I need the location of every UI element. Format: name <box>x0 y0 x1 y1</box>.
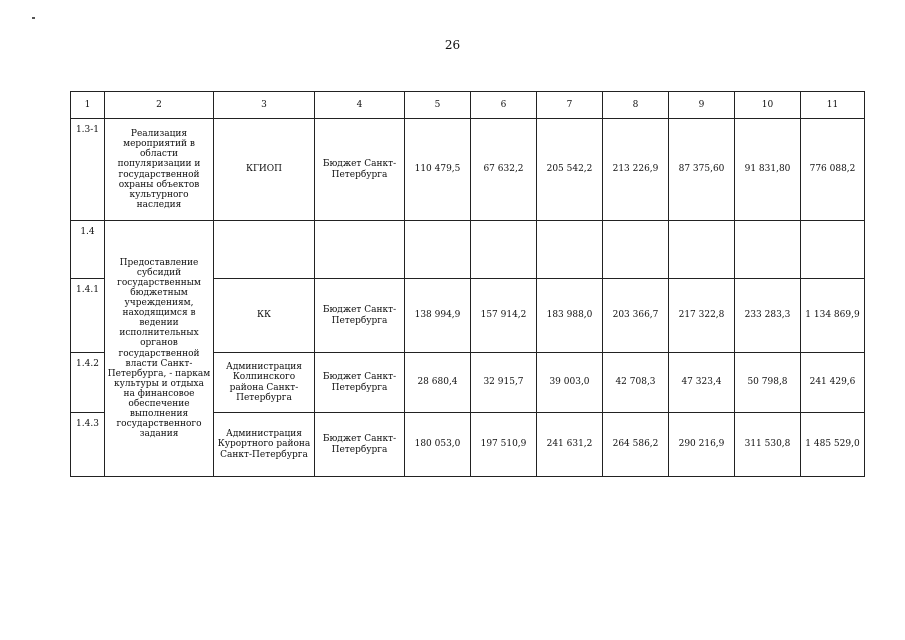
row-code: 1.4.1 <box>71 279 105 353</box>
row-code: 1.3-1 <box>71 119 105 221</box>
header-row <box>71 92 865 119</box>
value-cell: 47 323,4 <box>669 353 735 413</box>
column-header: 1 <box>71 92 105 119</box>
value-cell <box>471 221 537 279</box>
page-number: 26 <box>444 38 461 52</box>
value-cell: 180 053,0 <box>405 413 471 477</box>
row-description: Реализация мероприятий в области популяризации и государственной охраны объектов культурного наследия <box>105 119 214 221</box>
row-funding-source: Бюджет Санкт-Петербурга <box>315 353 405 413</box>
column-header: 11 <box>801 92 865 119</box>
value-cell: 50 798,8 <box>735 353 801 413</box>
value-cell: 42 708,3 <box>603 353 669 413</box>
column-header: 3 <box>214 92 315 119</box>
value-cell: 28 680,4 <box>405 353 471 413</box>
column-header: 9 <box>669 92 735 119</box>
value-cell: 1 134 869,9 <box>801 279 865 353</box>
table-row <box>71 119 865 221</box>
row-executor: Администрация Курортного района Санкт-Петербурга <box>214 413 315 477</box>
table-row <box>71 221 865 279</box>
row-executor <box>214 221 315 279</box>
value-cell: 183 988,0 <box>537 279 603 353</box>
value-cell <box>801 221 865 279</box>
value-cell: 217 322,8 <box>669 279 735 353</box>
value-cell: 776 088,2 <box>801 119 865 221</box>
column-header: 10 <box>735 92 801 119</box>
value-cell: 213 226,9 <box>603 119 669 221</box>
value-cell <box>537 221 603 279</box>
row-executor: Администрация Колпинского района Санкт-Петербурга <box>214 353 315 413</box>
scan-speck <box>32 17 35 19</box>
value-cell: 32 915,7 <box>471 353 537 413</box>
row-code: 1.4.2 <box>71 353 105 413</box>
row-funding-source: Бюджет Санкт-Петербурга <box>315 119 405 221</box>
value-cell: 197 510,9 <box>471 413 537 477</box>
value-cell: 39 003,0 <box>537 353 603 413</box>
row-executor: КК <box>214 279 315 353</box>
value-cell: 91 831,80 <box>735 119 801 221</box>
row-funding-source: Бюджет Санкт-Петербурга <box>315 413 405 477</box>
value-cell: 1 485 529,0 <box>801 413 865 477</box>
column-header: 5 <box>405 92 471 119</box>
row-code: 1.4 <box>71 221 105 279</box>
budget-table <box>70 91 865 477</box>
value-cell: 241 429,6 <box>801 353 865 413</box>
column-header: 4 <box>315 92 405 119</box>
value-cell: 233 283,3 <box>735 279 801 353</box>
value-cell: 87 375,60 <box>669 119 735 221</box>
row-funding-source <box>315 221 405 279</box>
value-cell: 138 994,9 <box>405 279 471 353</box>
row-description: Предоставление субсидий государственным бюджетным учреждениям, находящимся в ведении исполнительных органов государственной власти Санкт-Петербурга, - паркам культуры и отдыха на финансовое обеспечение выполнения государственного задания <box>105 221 214 477</box>
value-cell: 203 366,7 <box>603 279 669 353</box>
value-cell <box>735 221 801 279</box>
value-cell: 241 631,2 <box>537 413 603 477</box>
value-cell: 67 632,2 <box>471 119 537 221</box>
value-cell <box>669 221 735 279</box>
column-header: 2 <box>105 92 214 119</box>
value-cell: 264 586,2 <box>603 413 669 477</box>
value-cell: 290 216,9 <box>669 413 735 477</box>
column-header: 6 <box>471 92 537 119</box>
value-cell <box>405 221 471 279</box>
value-cell: 157 914,2 <box>471 279 537 353</box>
value-cell: 205 542,2 <box>537 119 603 221</box>
value-cell: 110 479,5 <box>405 119 471 221</box>
row-executor: КГИОП <box>214 119 315 221</box>
column-header: 8 <box>603 92 669 119</box>
value-cell: 311 530,8 <box>735 413 801 477</box>
row-code: 1.4.3 <box>71 413 105 477</box>
row-funding-source: Бюджет Санкт-Петербурга <box>315 279 405 353</box>
value-cell <box>603 221 669 279</box>
column-header: 7 <box>537 92 603 119</box>
